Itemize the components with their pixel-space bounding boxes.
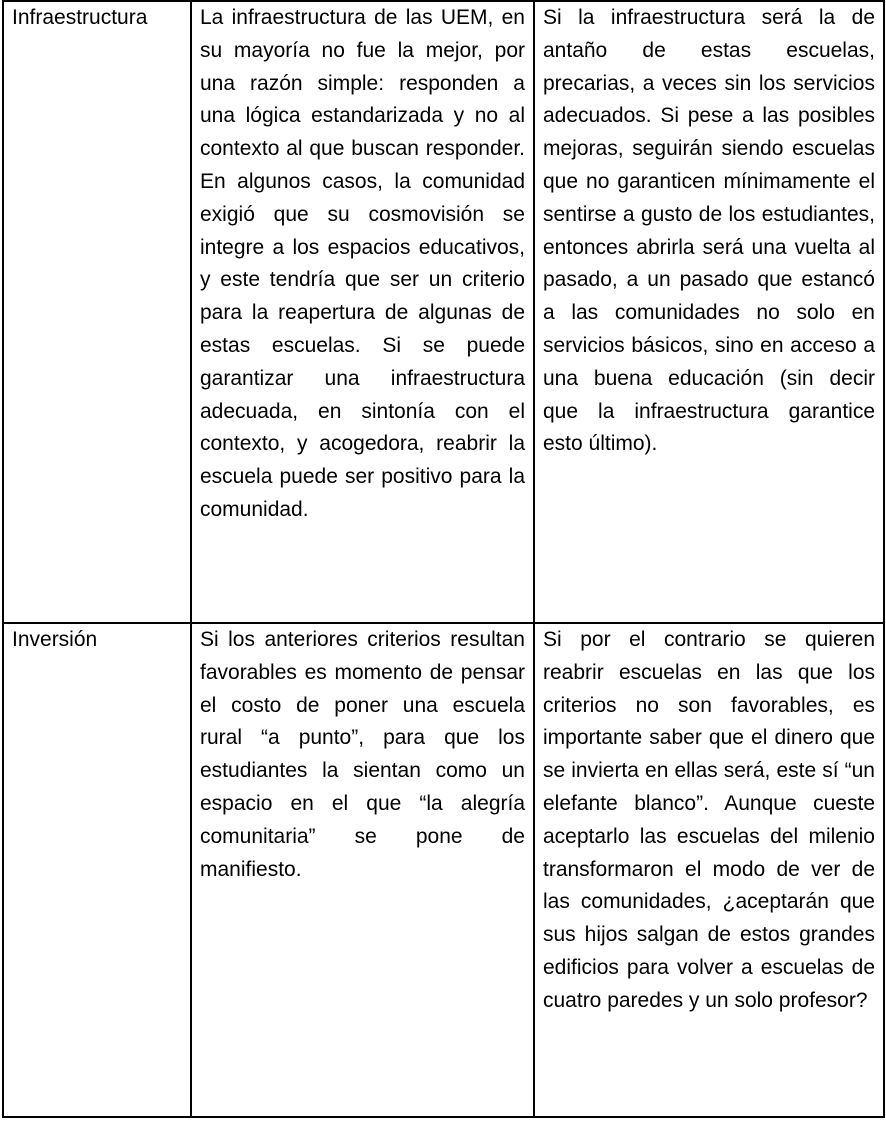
category-cell: [3, 1, 191, 623]
category-label: Inversión: [12, 628, 98, 651]
unfavorable-cell: [534, 1, 884, 623]
criteria-table: [2, 0, 885, 1118]
favorable-cell: [191, 1, 534, 623]
unfavorable-cell: [534, 623, 884, 1117]
category-cell: [3, 623, 191, 1117]
table-row: [3, 1, 884, 623]
table-row: [3, 623, 884, 1117]
cell-paragraph: Si por el contrario se quieren reabrir escuelas en las que los criterios no son favorables, es importante saber que el dinero que se invierta en ellas será, este sí “un elefante blanco”. Aunque cueste aceptarlo las escuelas del milenio transformaron el modo de ver de las comunidades, ¿aceptarán que sus hijos salgan de estos grandes edificios para volver a escuelas de cuatro paredes y un solo profesor?: [543, 628, 875, 1012]
favorable-cell: [191, 623, 534, 1117]
cell-paragraph: La infraestructura de las UEM, en su mayoría no fue la mejor, por una razón simple: responden a una lógica estandarizada y no al contexto al que buscan responder. En algunos casos, la comunidad exigió que su cosmovisión se integre a los espacios educativos, y este tendría que ser un criterio para la reapertura de algunas de estas escuelas. Si se puede garantizar una infraestructura adecuada, en sintonía con el contexto, y acogedora, reabrir la escuela puede ser positivo para la comunidad.: [200, 6, 525, 521]
cell-paragraph: Si los anteriores criterios resultan favorables es momento de pensar el costo de poner una escuela rural “a punto”, para que los estudiantes la sientan como un espacio en el que “la alegría comunitaria” se pone de manifiesto.: [200, 628, 525, 881]
cell-paragraph: Si la infraestructura será la de antaño de estas escuelas, precarias, a veces sin los servicios adecuados. Si pese a las posibles mejoras, seguirán siendo escuelas que no garanticen mínimamente el sentirse a gusto de los estudiantes, entonces abrirla será una vuelta al pasado, a un pasado que estancó a las comunidades no solo en servicios básicos, sino en acceso a una buena educación (sin decir que la infraestructura garantice esto último).: [543, 6, 875, 456]
category-label: Infraestructura: [12, 6, 148, 29]
